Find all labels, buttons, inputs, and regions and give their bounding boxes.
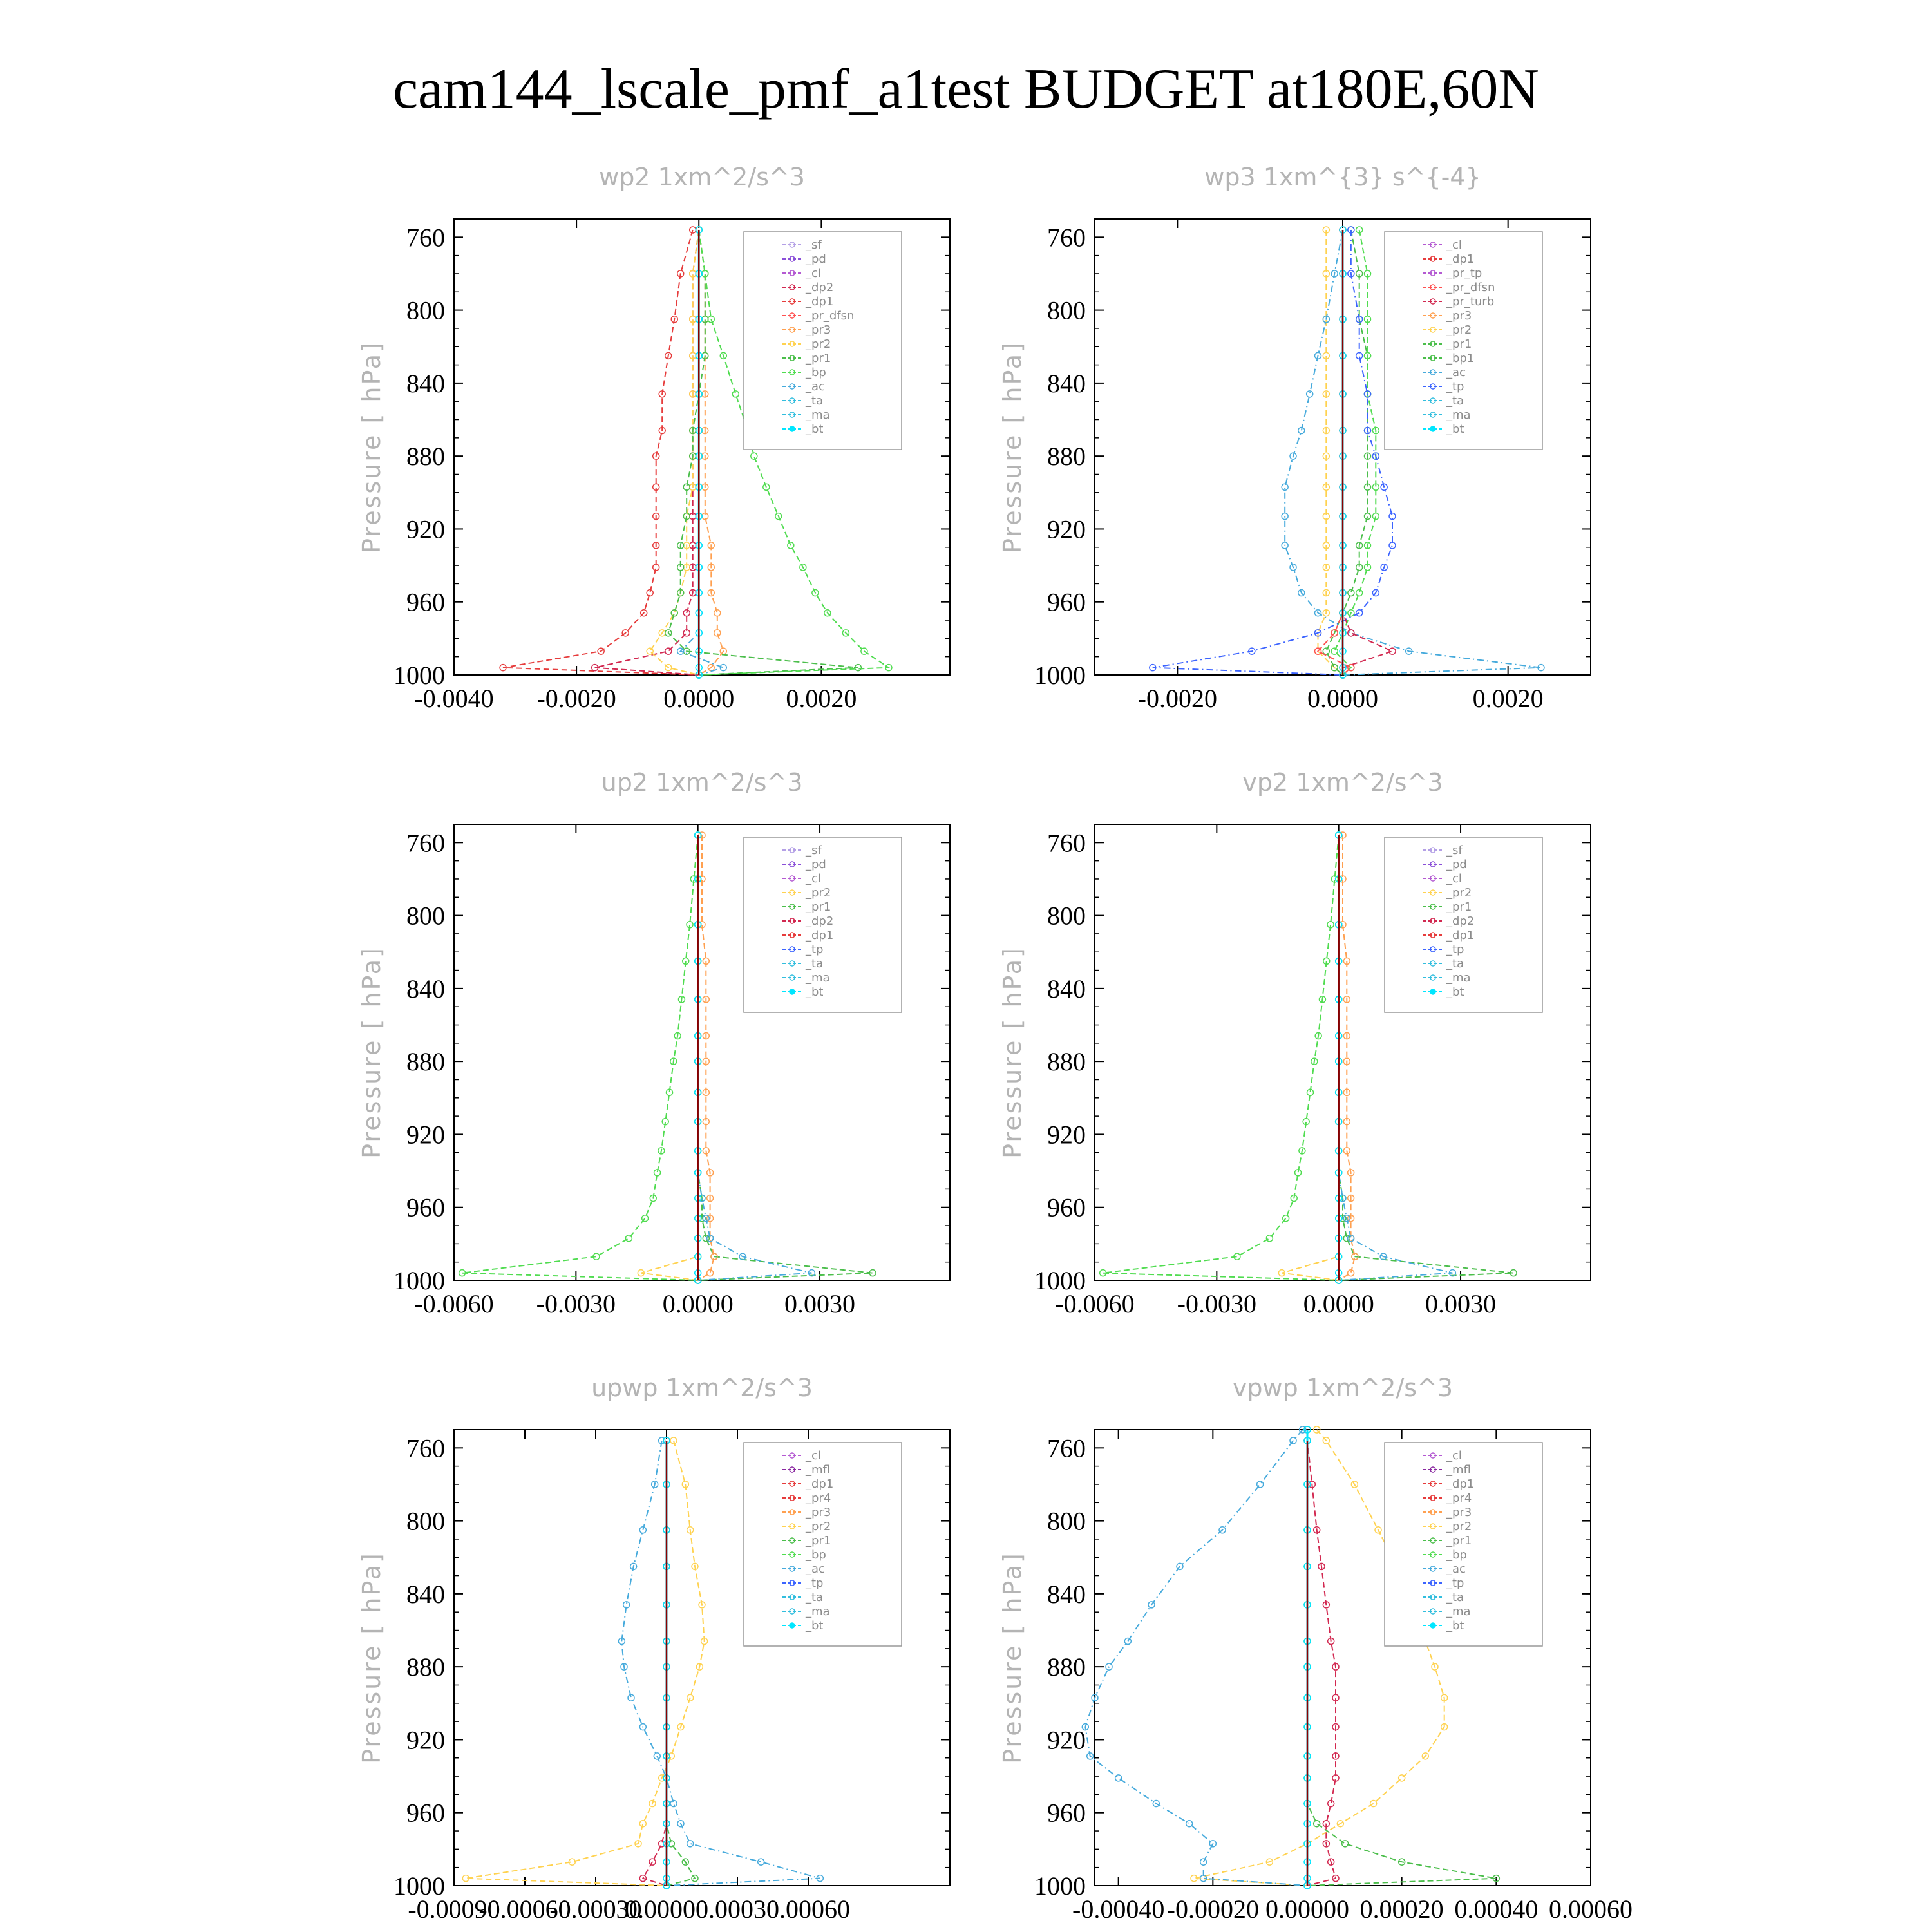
legend-marker — [1430, 1623, 1435, 1628]
x-tick-label: 0.0000 — [662, 1289, 734, 1318]
data-point — [1282, 484, 1288, 490]
main-title: cam144_lscale_pmf_a1test BUDGET at180E,60N — [393, 58, 1539, 120]
legend-label: _ta — [806, 394, 824, 408]
legend-label: _cl — [806, 1449, 821, 1463]
panel-title: wp2 1xm^2/s^3 — [599, 163, 805, 191]
series-line-dp1 — [462, 835, 698, 1280]
y-tick-label: 840 — [406, 974, 445, 1003]
series-line-ac — [681, 230, 724, 675]
y-tick-label: 760 — [406, 223, 445, 252]
legend-label: _pr3 — [1446, 309, 1472, 323]
y-tick-label: 880 — [1047, 1047, 1086, 1077]
legend-label: _pd — [806, 858, 826, 871]
data-point — [1348, 630, 1354, 636]
legend-label: _pr4 — [806, 1492, 831, 1505]
x-tick-label: -0.00060 — [478, 1895, 571, 1924]
y-tick-label: 920 — [1047, 1120, 1086, 1150]
legend-label: _tp — [1446, 943, 1464, 956]
y-axis-label: Pressure [ hPa] — [998, 946, 1027, 1159]
y-tick-label: 760 — [406, 1434, 445, 1463]
legend-label: _ta — [806, 1591, 824, 1604]
y-tick-label: 840 — [1047, 1579, 1086, 1609]
legend-label: _pr1 — [806, 352, 831, 365]
y-tick-label: 1000 — [1034, 1266, 1086, 1295]
x-tick-label: -0.00040 — [1072, 1895, 1165, 1924]
data-point — [642, 1215, 649, 1222]
legend-label: _bp — [806, 1548, 826, 1562]
legend-label: _bt — [806, 985, 824, 999]
legend-label: _pr2 — [806, 1520, 831, 1533]
legend-label: _ma — [806, 971, 830, 985]
x-tick-label: 0.00000 — [625, 1895, 708, 1924]
chart-panel-up2 — [357, 760, 972, 1340]
series-line-pr1 — [1318, 230, 1343, 675]
y-tick-label: 920 — [406, 1120, 445, 1150]
legend-label: _pr3 — [806, 1506, 831, 1519]
y-tick-label: 760 — [1047, 1434, 1086, 1463]
legend-label: _ac — [1446, 366, 1466, 379]
y-tick-label: 800 — [406, 901, 445, 931]
y-tick-label: 960 — [1047, 587, 1086, 617]
series-line-pr3 — [699, 230, 723, 675]
legend-label: _ma — [1446, 408, 1471, 422]
data-point — [1389, 648, 1396, 654]
x-tick-label: -0.0020 — [536, 684, 616, 713]
series-line-dp1 — [1103, 835, 1339, 1280]
x-tick-label: 0.0030 — [1425, 1289, 1497, 1318]
x-tick-label: -0.0020 — [1137, 684, 1217, 713]
chart-panel-upwp — [357, 1365, 972, 1932]
data-point — [665, 648, 672, 654]
legend-label: _tp — [1446, 1577, 1464, 1590]
data-point — [714, 630, 721, 636]
chart-panel-vp2 — [998, 760, 1613, 1340]
series-line-tp — [1085, 1430, 1307, 1886]
data-point — [1356, 590, 1363, 596]
legend-label: _cl — [1446, 238, 1462, 252]
x-tick-label: 0.00000 — [1265, 1895, 1349, 1924]
legend-label: _pr2 — [1446, 323, 1472, 337]
y-tick-label: 880 — [1047, 1653, 1086, 1682]
legend-label: _pd — [1446, 858, 1467, 871]
y-tick-label: 920 — [406, 515, 445, 544]
y-tick-label: 880 — [406, 1653, 445, 1682]
x-tick-label: 0.00040 — [1454, 1895, 1539, 1924]
y-tick-label: 1000 — [1034, 1871, 1086, 1900]
x-tick-label: -0.00020 — [1166, 1895, 1259, 1924]
y-tick-label: 760 — [1047, 223, 1086, 252]
x-tick-label: -0.0060 — [414, 1289, 494, 1318]
panel-title: up2 1xm^2/s^3 — [601, 768, 803, 797]
legend-label: _ac — [1446, 1562, 1466, 1576]
x-tick-label: -0.0030 — [1177, 1289, 1257, 1318]
x-tick-label: 0.0000 — [1307, 684, 1378, 713]
legend-label: _tp — [1446, 380, 1464, 393]
legend-label: _cl — [806, 872, 821, 886]
data-point — [1266, 1235, 1273, 1242]
y-axis-label: Pressure [ hPa] — [357, 946, 386, 1159]
y-tick-label: 840 — [1047, 368, 1086, 398]
x-tick-label: 0.00020 — [1359, 1895, 1444, 1924]
data-point — [1348, 590, 1354, 596]
legend-label: _pr4 — [1446, 1492, 1472, 1505]
legend-label: _sf — [1446, 844, 1463, 857]
y-tick-label: 1000 — [393, 661, 445, 690]
legend-label: _bp1 — [1446, 352, 1475, 365]
legend-label: _ta — [1446, 957, 1464, 971]
legend-label: _pr1 — [806, 900, 831, 914]
series-line-bp1 — [1326, 230, 1367, 675]
legend-label: _pr2 — [1446, 1520, 1472, 1533]
data-point — [1283, 1215, 1289, 1222]
y-tick-label: 1000 — [393, 1266, 445, 1295]
y-tick-label: 840 — [406, 368, 445, 398]
legend-label: _ac — [806, 380, 825, 393]
legend-label: _ta — [1446, 394, 1464, 408]
legend-label: _bt — [806, 422, 824, 436]
legend-label: _pr1 — [1446, 337, 1472, 351]
legend-label: _dp2 — [806, 281, 834, 294]
panel-title: wp3 1xm^{3} s^{-4} — [1204, 163, 1481, 191]
y-tick-label: 1000 — [1034, 661, 1086, 690]
legend-label: _pr_dfsn — [1446, 281, 1495, 294]
legend-label: _cl — [806, 267, 821, 280]
y-tick-label: 920 — [406, 1725, 445, 1755]
data-point — [732, 391, 739, 397]
series-line-pr1 — [641, 835, 697, 1280]
y-tick-label: 1000 — [393, 1871, 445, 1900]
y-tick-label: 800 — [1047, 901, 1086, 931]
x-tick-label: 0.00060 — [1549, 1895, 1633, 1924]
data-point — [1399, 1775, 1405, 1781]
legend-label: _dp1 — [1446, 929, 1475, 942]
y-axis-label: Pressure [ hPa] — [357, 1551, 386, 1764]
data-point — [647, 648, 653, 654]
series-line-pr1 — [466, 1441, 704, 1886]
x-tick-label: -0.0040 — [414, 684, 494, 713]
legend-label: _cl — [1446, 1449, 1462, 1463]
legend-label: _dp1 — [806, 929, 834, 942]
legend-label: _pr1 — [1446, 900, 1472, 914]
x-tick-label: -0.00030 — [549, 1895, 642, 1924]
legend-label: _tp — [806, 1577, 824, 1590]
legend-marker — [1430, 989, 1435, 994]
x-tick-label: 0.0030 — [784, 1289, 856, 1318]
legend-label: _pr2 — [806, 337, 831, 351]
series-line-dp2 — [595, 230, 699, 675]
x-tick-label: -0.0060 — [1055, 1289, 1135, 1318]
legend-label: _dp2 — [806, 914, 834, 928]
y-tick-label: 960 — [406, 1193, 445, 1222]
legend-label: _ta — [806, 957, 824, 971]
data-point — [1186, 1821, 1193, 1827]
legend-label: _tp — [806, 943, 824, 956]
y-tick-label: 840 — [1047, 974, 1086, 1003]
data-point — [1314, 1821, 1320, 1827]
legend-label: _ac — [806, 1562, 825, 1576]
legend-label: _dp1 — [1446, 1477, 1475, 1491]
legend-label: _bt — [1446, 1619, 1464, 1633]
legend-label: _pr2 — [1446, 886, 1472, 900]
series-line-ta — [1153, 230, 1392, 675]
legend-label: _pr_turb — [1446, 295, 1495, 308]
y-tick-label: 760 — [406, 828, 445, 858]
y-tick-label: 920 — [1047, 515, 1086, 544]
data-point — [758, 1859, 764, 1865]
data-point — [1323, 648, 1329, 654]
data-point — [1307, 391, 1313, 397]
x-tick-label: 0.0000 — [1303, 1289, 1374, 1318]
legend-label: _dp1 — [1446, 252, 1475, 266]
y-tick-label: 960 — [1047, 1798, 1086, 1828]
y-tick-label: 960 — [1047, 1193, 1086, 1222]
legend-label: _sf — [806, 844, 822, 857]
legend-label: _pr1 — [806, 1534, 831, 1548]
data-point — [1257, 1481, 1264, 1488]
series-line-dp1 — [643, 1441, 667, 1886]
legend-label: _bp — [1446, 1548, 1467, 1562]
legend-label: _sf — [806, 238, 822, 252]
data-point — [625, 1235, 632, 1242]
series-line-bp — [667, 1441, 695, 1886]
legend-label: _mfl — [806, 1463, 830, 1477]
y-tick-label: 880 — [406, 442, 445, 471]
y-tick-label: 920 — [1047, 1725, 1086, 1755]
legend-label: _bt — [1446, 422, 1464, 436]
legend-label: _ma — [1446, 1605, 1471, 1618]
legend-label: _bt — [806, 1619, 824, 1633]
legend-label: _pr_tp — [1446, 267, 1482, 280]
y-tick-label: 800 — [406, 296, 445, 325]
legend-label: _ma — [806, 1605, 830, 1618]
x-tick-label: -0.0030 — [536, 1289, 616, 1318]
panel-title: vpwp 1xm^2/s^3 — [1232, 1374, 1454, 1402]
legend-label: _pr2 — [806, 886, 831, 900]
y-axis-label: Pressure [ hPa] — [998, 341, 1027, 553]
data-point — [687, 1841, 694, 1847]
series-line-pr1 — [1282, 835, 1338, 1280]
legend-label: _pr3 — [1446, 1506, 1472, 1519]
y-tick-label: 800 — [1047, 1506, 1086, 1536]
data-point — [751, 453, 757, 459]
data-point — [1331, 648, 1338, 654]
y-axis-label: Pressure [ hPa] — [998, 1551, 1027, 1764]
legend-label: _dp1 — [806, 1477, 834, 1491]
legend-label: _pd — [806, 252, 826, 266]
x-tick-label: 0.00060 — [766, 1895, 850, 1924]
legend-marker — [790, 426, 795, 431]
legend-label: _pr3 — [806, 323, 831, 337]
x-tick-label: 0.0020 — [1472, 684, 1544, 713]
legend-marker — [1430, 426, 1435, 431]
chart-panel-wp3 — [998, 155, 1613, 734]
data-point — [1342, 1841, 1349, 1847]
legend-label: _bt — [1446, 985, 1464, 999]
y-tick-label: 760 — [1047, 828, 1086, 858]
series-line-pr_dfsn — [1318, 230, 1351, 675]
chart-panel-wp2 — [357, 155, 972, 734]
y-tick-label: 800 — [406, 1506, 445, 1536]
x-tick-label: -0.00090 — [408, 1895, 500, 1924]
panel-title: upwp 1xm^2/s^3 — [591, 1374, 813, 1402]
legend-marker — [790, 1623, 795, 1628]
legend-label: _mfl — [1446, 1463, 1471, 1477]
legend-label: _dp2 — [1446, 914, 1475, 928]
legend-label: _bp — [806, 366, 826, 379]
y-tick-label: 960 — [406, 1798, 445, 1828]
legend-label: _pr1 — [1446, 1534, 1472, 1548]
legend-label: _dp1 — [806, 295, 834, 308]
panel-title: vp2 1xm^2/s^3 — [1242, 768, 1443, 797]
series-line-dp1 — [1307, 1430, 1336, 1886]
legend-label: _ma — [1446, 971, 1471, 985]
data-point — [720, 665, 726, 671]
legend-label: _ta — [1446, 1591, 1464, 1604]
x-tick-label: 0.0000 — [663, 684, 735, 713]
legend-label: _cl — [1446, 872, 1462, 886]
chart-panel-vpwp — [998, 1365, 1633, 1932]
x-tick-label: 0.00030 — [696, 1895, 779, 1924]
y-tick-label: 960 — [406, 587, 445, 617]
x-tick-label: 0.0020 — [786, 684, 857, 713]
series-line-dp1 — [503, 230, 699, 675]
y-tick-label: 840 — [406, 1579, 445, 1609]
legend-label: _pr_dfsn — [806, 309, 855, 323]
y-axis-label: Pressure [ hPa] — [357, 341, 386, 553]
data-point — [1115, 1775, 1122, 1781]
legend-label: _ma — [806, 408, 830, 422]
y-tick-label: 880 — [1047, 442, 1086, 471]
data-point — [1124, 1638, 1131, 1645]
data-point — [1200, 1859, 1207, 1865]
data-point — [1389, 542, 1396, 549]
legend-marker — [790, 989, 795, 994]
y-tick-label: 800 — [1047, 296, 1086, 325]
y-tick-label: 880 — [406, 1047, 445, 1077]
data-point — [1282, 513, 1288, 520]
